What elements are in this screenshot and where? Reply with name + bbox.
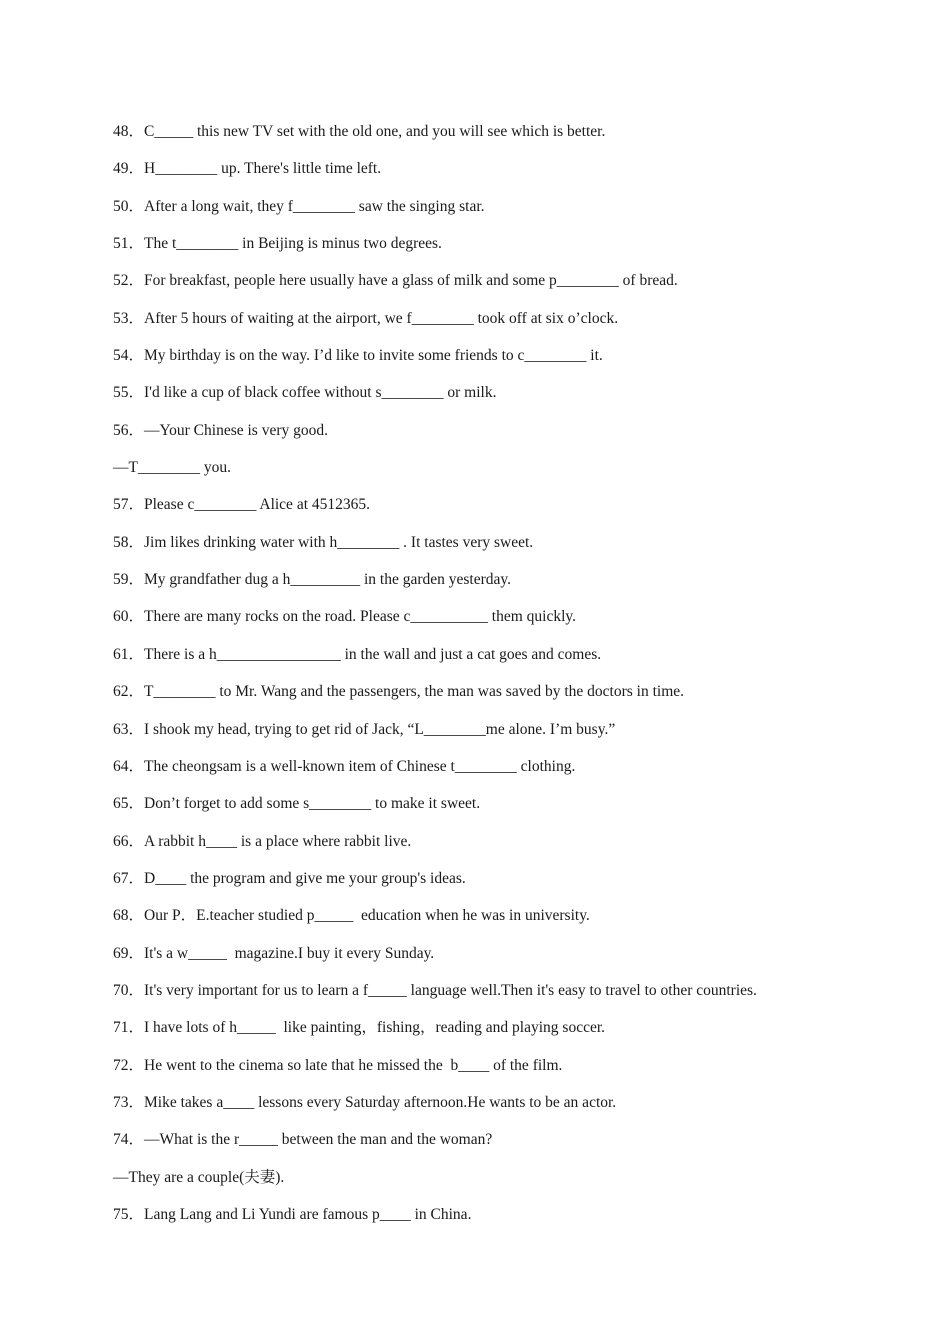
- question-74: 74．—What is the r_____ between the man and the woman?: [113, 1131, 493, 1149]
- question-48: 48．C_____ this new TV set with the old one, and you will see which is better.: [113, 123, 606, 140]
- question-69: 69．It's a w_____ magazine.I buy it every Sunday.: [113, 944, 435, 962]
- question-65: 65．Don’t forget to add some s________ to make it sweet.: [113, 795, 481, 813]
- question-74-reply: —They are a couple(夫妻).: [113, 1168, 285, 1186]
- question-64: 64．The cheongsam is a well-known item of Chinese t________ clothing.: [113, 757, 576, 775]
- question-59: 59．My grandfather dug a h_________ in the garden yesterday.: [113, 571, 512, 589]
- question-71: 71．I have lots of h_____ like painting，fishing，reading and playing soccer.: [113, 1019, 606, 1037]
- question-68: 68．Our P．E.teacher studied p_____ education when he was in university.: [113, 907, 590, 925]
- question-72: 72．He went to the cinema so late that he missed the b____ of the film.: [113, 1056, 563, 1074]
- question-63: 63．I shook my head, trying to get rid of Jack, “L________me alone. I’m busy.”: [113, 720, 616, 738]
- question-55: 55．I'd like a cup of black coffee without s________ or milk.: [113, 384, 497, 402]
- question-67: 67．D____ the program and give me your group's ideas.: [113, 869, 466, 887]
- question-list: [113, 121, 913, 1241]
- question-70: 70．It's very important for us to learn a f_____ language well.Then it's easy to travel to other countries.: [113, 981, 757, 999]
- question-50: 50．After a long wait, they f________ saw the singing star.: [113, 197, 485, 215]
- question-49: 49．H________ up. There's little time left.: [113, 160, 382, 178]
- question-73: 73．Mike takes a____ lessons every Saturday afternoon.He wants to be an actor.: [113, 1093, 617, 1111]
- question-62: 62．T________ to Mr. Wang and the passengers, the man was saved by the doctors in time.: [113, 683, 685, 701]
- question-57: 57．Please c________ Alice at 4512365.: [113, 496, 370, 514]
- question-56-reply: —T________ you.: [113, 459, 231, 477]
- question-54: 54．My birthday is on the way. I’d like to invite some friends to c________ it.: [113, 347, 603, 365]
- question-52: 52．For breakfast, people here usually have a glass of milk and some p________ of bread.: [113, 272, 678, 290]
- question-51: 51．The t________ in Beijing is minus two degrees.: [113, 235, 442, 253]
- question-66: 66．A rabbit h____ is a place where rabbit live.: [113, 832, 412, 850]
- question-61: 61．There is a h________________ in the wall and just a cat goes and comes.: [113, 645, 602, 663]
- question-75: 75．Lang Lang and Li Yundi are famous p____ in China.: [113, 1205, 472, 1223]
- question-56: 56．—Your Chinese is very good.: [113, 421, 328, 439]
- question-60: 60．There are many rocks on the road. Please c__________ them quickly.: [113, 608, 577, 626]
- question-53: 53．After 5 hours of waiting at the airport, we f________ took off at six o’clock.: [113, 309, 619, 327]
- question-58: 58．Jim likes drinking water with h________ . It tastes very sweet.: [113, 533, 534, 551]
